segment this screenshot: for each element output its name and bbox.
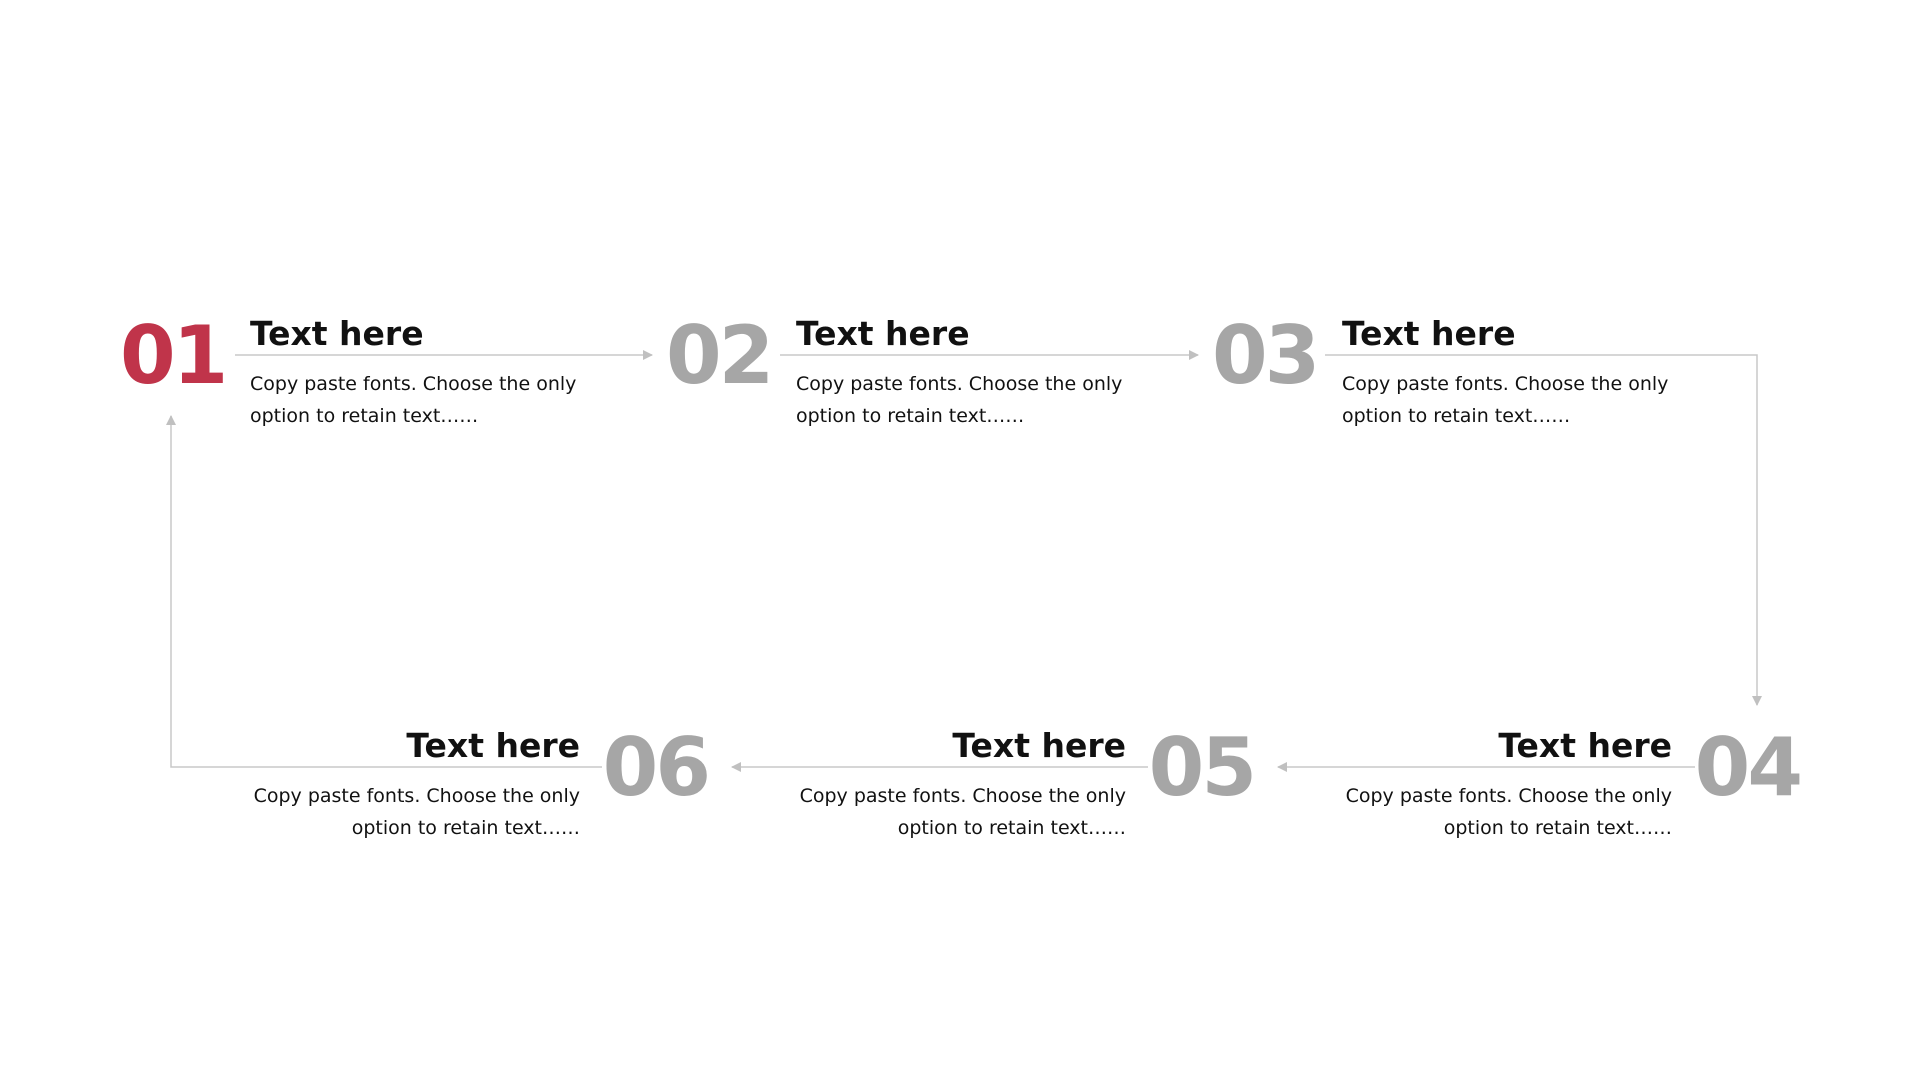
step-title: Text here [1498, 726, 1672, 765]
step-number: 03 [1212, 309, 1318, 402]
step-description: Copy paste fonts. Choose the only option to retain text…… [1345, 785, 1672, 839]
step-number: 01 [120, 309, 226, 402]
step-title: Text here [796, 314, 970, 353]
step-03 [1212, 306, 1772, 466]
step-description: Copy paste fonts. Choose the only option to retain text…… [796, 373, 1123, 427]
step-title: Text here [250, 314, 424, 353]
step-04 [1240, 718, 1800, 878]
step-description: Copy paste fonts. Choose the only option to retain text…… [1342, 373, 1669, 427]
connector-06-01 [171, 416, 602, 767]
step-number: 02 [666, 309, 772, 402]
step-02 [666, 306, 1226, 466]
step-title: Text here [1342, 314, 1516, 353]
step-description: Copy paste fonts. Choose the only option to retain text…… [253, 785, 580, 839]
step-title: Text here [952, 726, 1126, 765]
step-06 [148, 718, 708, 878]
step-number: 04 [1694, 721, 1800, 814]
step-number: 06 [602, 721, 708, 814]
step-05 [694, 718, 1254, 878]
step-number: 05 [1148, 721, 1254, 814]
step-description: Copy paste fonts. Choose the only option to retain text…… [250, 373, 577, 427]
step-01 [120, 306, 680, 466]
step-title: Text here [406, 726, 580, 765]
step-description: Copy paste fonts. Choose the only option to retain text…… [799, 785, 1126, 839]
